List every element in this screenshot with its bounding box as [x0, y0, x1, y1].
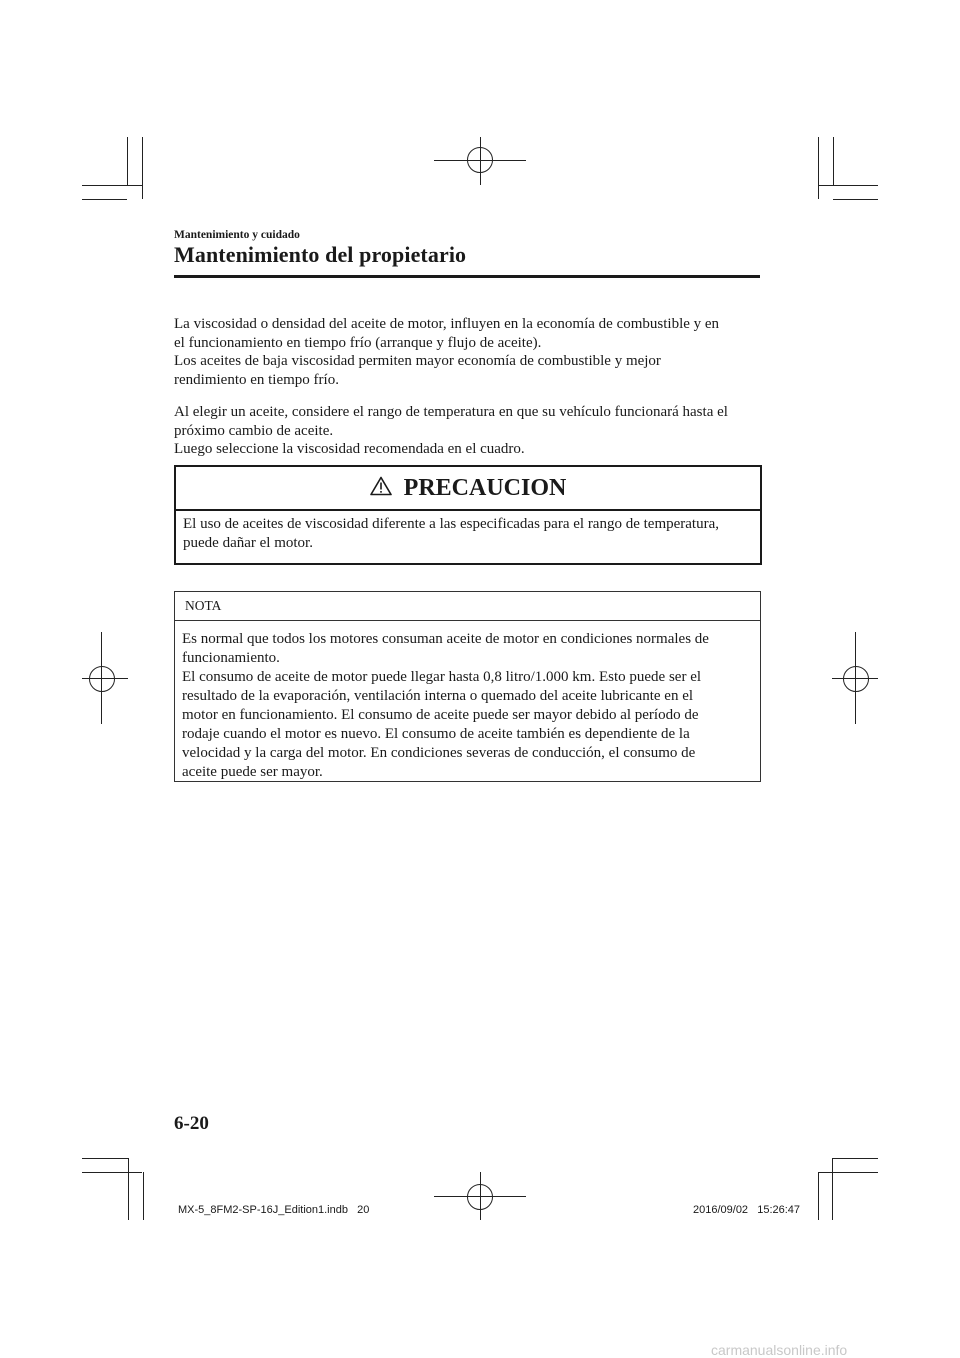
paragraph-line: La viscosidad o densidad del aceite de motor, influyen en la economía de combustible y en	[174, 316, 720, 332]
note-line: aceite puede ser mayor.	[182, 764, 323, 780]
note-line: El consumo de aceite de motor puede llegar hasta 0,8 litro/1.000 km. Esto puede ser el	[182, 669, 702, 685]
paragraph-oil-selection	[174, 403, 764, 459]
note-line: motor en funcionamiento. El consumo de aceite puede ser mayor debido al período de	[182, 707, 699, 723]
title-underline	[174, 275, 760, 278]
caution-line: puede dañar el motor.	[183, 535, 313, 551]
note-line: funcionamiento.	[182, 650, 280, 666]
paragraph-line: rendimiento en tiempo frío.	[174, 371, 339, 388]
caution-box	[174, 465, 762, 565]
caution-text	[183, 515, 719, 553]
watermark-text: carmanualsonline.info	[711, 1342, 848, 1358]
paragraph-viscosity	[174, 315, 764, 389]
note-line: rodaje cuando el motor es nuevo. El consumo de aceite también es dependiente de la	[182, 726, 690, 742]
paragraph-line: Luego seleccione la viscosidad recomendada en el cuadro.	[174, 441, 525, 457]
footer-timestamp: 2016/09/02 15:26:47	[693, 1204, 801, 1216]
note-label: NOTA	[185, 598, 222, 613]
caution-heading	[176, 475, 760, 502]
paragraph-line: Al elegir un aceite, considere el rango de temperatura en que su vehículo funcionará hasta el	[174, 404, 728, 420]
note-line: resultado de la evaporación, ventilación interna o quemado del aceite lubricante en el	[182, 688, 694, 704]
caution-title: PRECAUCION	[403, 475, 567, 501]
paragraph-line: el funcionamiento en tiempo frío (arranque y flujo de aceite).	[174, 334, 542, 351]
warning-triangle-icon	[370, 475, 404, 501]
caution-line: El uso de aceites de viscosidad diferente a las especificadas para el rango de temperatura,	[183, 516, 720, 532]
note-divider	[175, 620, 760, 621]
note-line: velocidad y la carga del motor. En condiciones severas de conducción, el consumo de	[182, 745, 696, 761]
caution-divider	[176, 509, 760, 511]
section-label: Mantenimiento y cuidado	[174, 229, 300, 241]
paragraph-line: próximo cambio de aceite.	[174, 422, 334, 439]
page-title: Mantenimiento del propietario	[174, 242, 467, 267]
footer-filename: MX-5_8FM2-SP-16J_Edition1.indb 20	[178, 1204, 370, 1216]
paragraph-line: Los aceites de baja viscosidad permiten mayor economía de combustible y mejor	[174, 353, 661, 369]
page-number: 6-20	[174, 1113, 209, 1134]
note-line: Es normal que todos los motores consuman aceite de motor en condiciones normales de	[182, 631, 709, 647]
note-box	[174, 591, 761, 782]
note-text	[182, 630, 709, 782]
